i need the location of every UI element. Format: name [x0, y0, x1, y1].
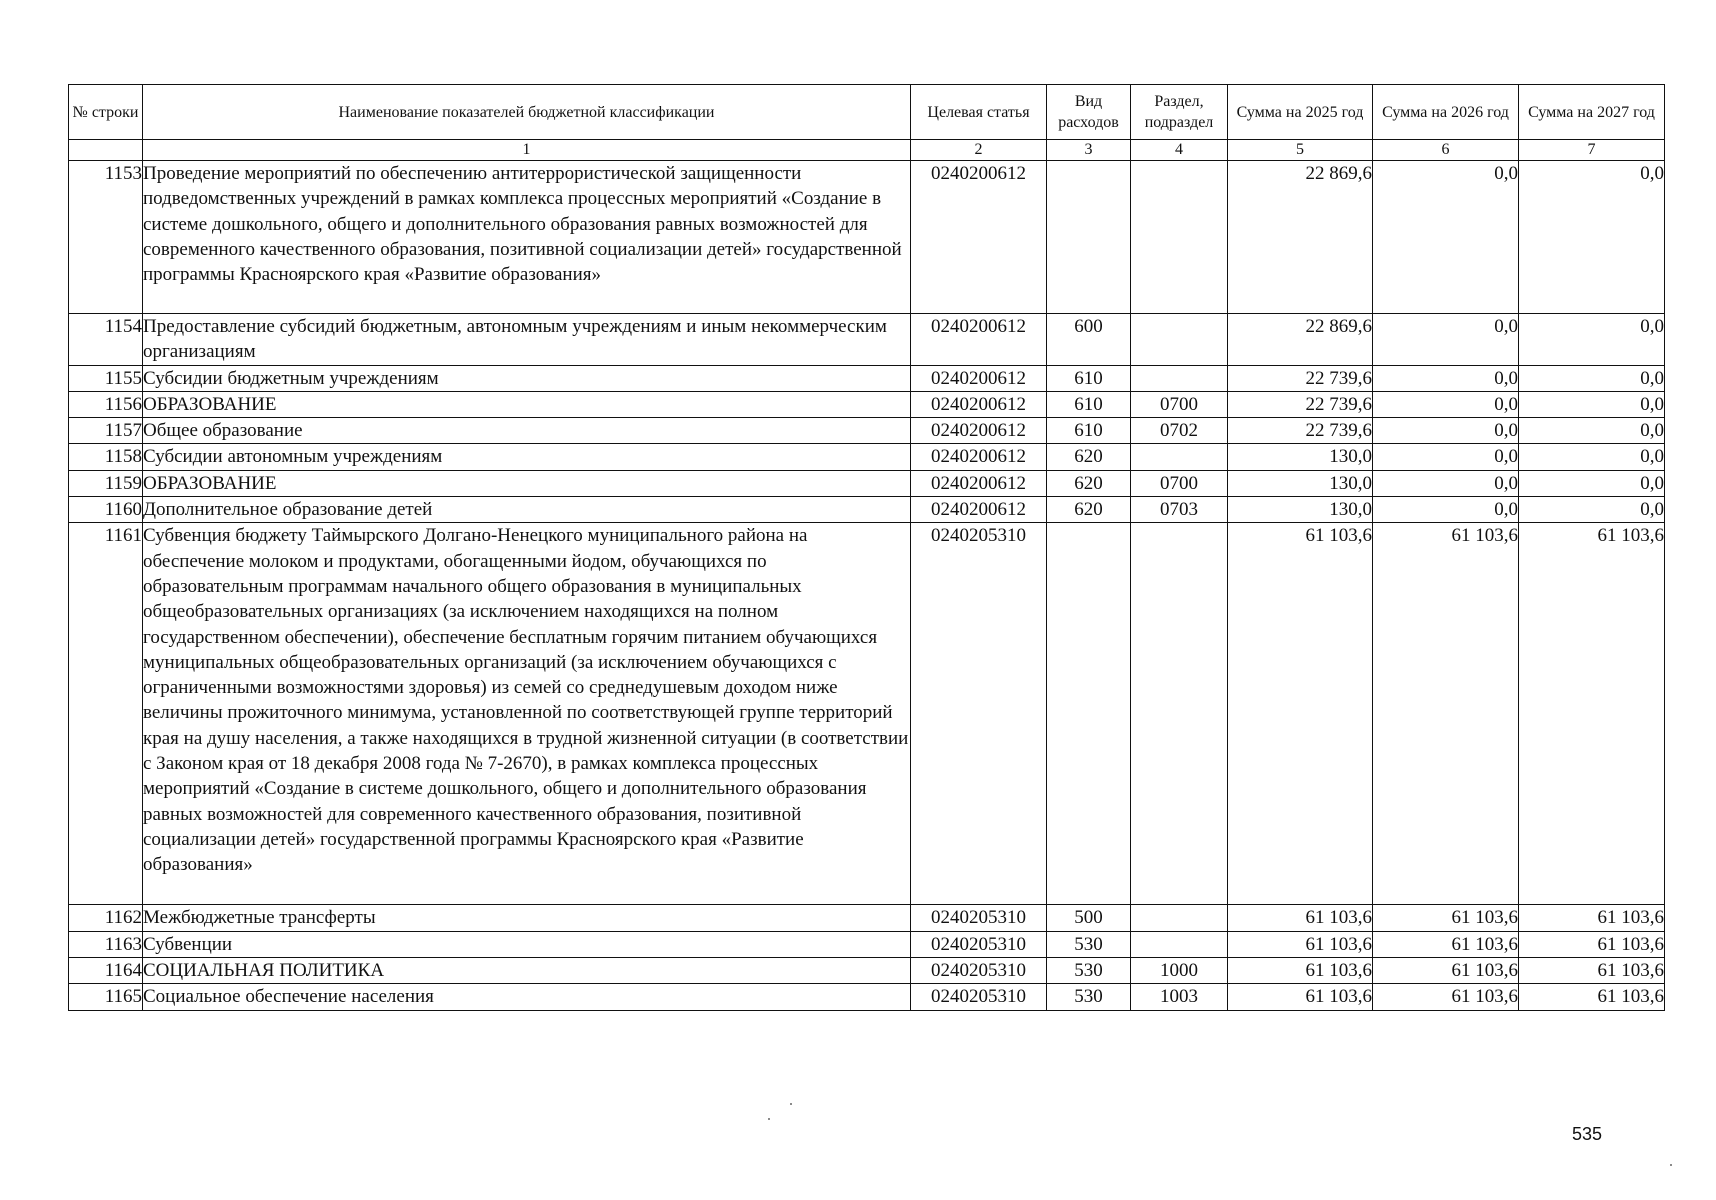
- row-sum-2027: 0,0: [1519, 444, 1665, 470]
- row-sum-2025: 61 103,6: [1228, 931, 1373, 957]
- header-sum-2025: Сумма на 2025 год: [1228, 85, 1373, 140]
- row-sum-2027: 61 103,6: [1519, 957, 1665, 983]
- row-sum-2027: 0,0: [1519, 418, 1665, 444]
- row-name: Субсидии автономным учреждениям: [143, 444, 911, 470]
- row-target: 0240200612: [911, 470, 1047, 496]
- table-row: [69, 314, 1665, 366]
- row-sum-2026: 61 103,6: [1373, 957, 1519, 983]
- row-number: 1160: [69, 497, 143, 523]
- row-sum-2025: 61 103,6: [1228, 905, 1373, 931]
- table-row: [69, 470, 1665, 496]
- row-sum-2026: 0,0: [1373, 314, 1519, 366]
- row-sum-2027: 61 103,6: [1519, 984, 1665, 1010]
- row-section: [1131, 365, 1228, 391]
- row-name: Межбюджетные трансферты: [143, 905, 911, 931]
- header-row: [69, 85, 1665, 140]
- table-row: [69, 418, 1665, 444]
- row-sum-2025: 22 739,6: [1228, 391, 1373, 417]
- row-sum-2027: 0,0: [1519, 470, 1665, 496]
- row-sum-2025: 61 103,6: [1228, 984, 1373, 1010]
- row-expense-type: 620: [1047, 497, 1131, 523]
- table-row: [69, 957, 1665, 983]
- table-row: [69, 391, 1665, 417]
- row-expense-type: 620: [1047, 444, 1131, 470]
- row-number: 1156: [69, 391, 143, 417]
- scan-speck: [1670, 1164, 1672, 1166]
- row-expense-type: [1047, 523, 1131, 905]
- column-number-row: [69, 140, 1665, 161]
- row-sum-2025: 22 739,6: [1228, 365, 1373, 391]
- row-expense-type: 600: [1047, 314, 1131, 366]
- row-sum-2026: 0,0: [1373, 470, 1519, 496]
- row-sum-2027: 61 103,6: [1519, 523, 1665, 905]
- row-number: 1159: [69, 470, 143, 496]
- row-target: 0240200612: [911, 497, 1047, 523]
- row-sum-2026: 61 103,6: [1373, 905, 1519, 931]
- row-sum-2027: 0,0: [1519, 314, 1665, 366]
- row-section: [1131, 523, 1228, 905]
- row-number: 1158: [69, 444, 143, 470]
- column-number: 5: [1228, 140, 1373, 161]
- row-number: 1162: [69, 905, 143, 931]
- row-expense-type: 500: [1047, 905, 1131, 931]
- row-number: 1154: [69, 314, 143, 366]
- row-section: 0702: [1131, 418, 1228, 444]
- header-name: Наименование показателей бюджетной классификации: [143, 85, 911, 140]
- row-expense-type: 620: [1047, 470, 1131, 496]
- row-number: 1157: [69, 418, 143, 444]
- row-sum-2025: 130,0: [1228, 444, 1373, 470]
- header-section: Раздел, подраздел: [1131, 85, 1228, 140]
- row-target: 0240200612: [911, 391, 1047, 417]
- row-sum-2026: 61 103,6: [1373, 931, 1519, 957]
- page-number: 535: [1572, 1124, 1603, 1144]
- row-section: [1131, 161, 1228, 314]
- row-name: Субвенция бюджету Таймырского Долгано-Ненецкого муниципального района на обеспечение молоком и продуктами, обогащенными йодом, обучающихся по образовательным программам начального общего образования в муниципальных общеобразовательных организациях (за исключением находящихся на полном государственном обеспечении), обеспечение бесплатным горячим питанием обучающихся муниципальных общеобразовательных организаций (за исключением обучающихся с ограниченными возможностями здоровья) из семей со среднедушевым доходом ниже величины прожиточного минимума, установленной по соответствующей группе территорий края на душу населения, а также находящихся в трудной жизненной ситуации (в соответствии с Законом края от 18 декабря 2008 года № 7-2670), в рамках комплекса процессных мероприятий «Создание в системе дошкольного, общего и дополнительного образования равных возможностей для современного качественного образования, позитивной социализации детей» государственной программы Красноярского края «Развитие образования»: [143, 523, 911, 905]
- column-number: 6: [1373, 140, 1519, 161]
- table-row: [69, 444, 1665, 470]
- table-row: [69, 931, 1665, 957]
- row-name: Субсидии бюджетным учреждениям: [143, 365, 911, 391]
- table-row: [69, 905, 1665, 931]
- row-expense-type: [1047, 161, 1131, 314]
- table-row: [69, 984, 1665, 1010]
- header-expense-type: Вид расходов: [1047, 85, 1131, 140]
- header-sum-2027: Сумма на 2027 год: [1519, 85, 1665, 140]
- row-target: 0240200612: [911, 418, 1047, 444]
- row-section: [1131, 931, 1228, 957]
- row-sum-2025: 22 739,6: [1228, 418, 1373, 444]
- row-target: 0240200612: [911, 161, 1047, 314]
- scan-speck: [768, 1118, 770, 1120]
- row-sum-2025: 61 103,6: [1228, 957, 1373, 983]
- row-target: 0240205310: [911, 957, 1047, 983]
- row-expense-type: 610: [1047, 391, 1131, 417]
- column-number: 4: [1131, 140, 1228, 161]
- row-sum-2027: 0,0: [1519, 391, 1665, 417]
- row-target: 0240205310: [911, 984, 1047, 1010]
- row-number: 1161: [69, 523, 143, 905]
- row-expense-type: 610: [1047, 418, 1131, 444]
- row-target: 0240200612: [911, 314, 1047, 366]
- row-number: 1164: [69, 957, 143, 983]
- row-sum-2026: 61 103,6: [1373, 984, 1519, 1010]
- row-section: 1003: [1131, 984, 1228, 1010]
- row-name: ОБРАЗОВАНИЕ: [143, 391, 911, 417]
- row-target: 0240205310: [911, 905, 1047, 931]
- row-name: Предоставление субсидий бюджетным, автономным учреждениям и иным некоммерческим организациям: [143, 314, 911, 366]
- row-name: ОБРАЗОВАНИЕ: [143, 470, 911, 496]
- row-sum-2026: 0,0: [1373, 365, 1519, 391]
- row-sum-2025: 130,0: [1228, 470, 1373, 496]
- row-sum-2026: 0,0: [1373, 497, 1519, 523]
- row-name: Общее образование: [143, 418, 911, 444]
- row-section: [1131, 905, 1228, 931]
- column-number-blank: [69, 140, 143, 161]
- row-target: 0240205310: [911, 523, 1047, 905]
- scan-speck: [790, 1103, 792, 1105]
- row-sum-2026: 0,0: [1373, 444, 1519, 470]
- row-sum-2026: 0,0: [1373, 161, 1519, 314]
- table-row: [69, 497, 1665, 523]
- row-sum-2025: 61 103,6: [1228, 523, 1373, 905]
- row-name: Дополнительное образование детей: [143, 497, 911, 523]
- row-sum-2027: 0,0: [1519, 365, 1665, 391]
- row-name: Социальное обеспечение населения: [143, 984, 911, 1010]
- row-section: 0700: [1131, 391, 1228, 417]
- row-expense-type: 530: [1047, 984, 1131, 1010]
- row-name: СОЦИАЛЬНАЯ ПОЛИТИКА: [143, 957, 911, 983]
- row-sum-2026: 61 103,6: [1373, 523, 1519, 905]
- column-number: 2: [911, 140, 1047, 161]
- row-sum-2027: 0,0: [1519, 497, 1665, 523]
- header-row-no: № строки: [69, 85, 143, 140]
- row-section: 1000: [1131, 957, 1228, 983]
- row-sum-2026: 0,0: [1373, 418, 1519, 444]
- row-expense-type: 530: [1047, 931, 1131, 957]
- row-sum-2027: 61 103,6: [1519, 931, 1665, 957]
- row-name: Субвенции: [143, 931, 911, 957]
- row-sum-2027: 61 103,6: [1519, 905, 1665, 931]
- row-section: [1131, 314, 1228, 366]
- column-number: 7: [1519, 140, 1665, 161]
- row-number: 1165: [69, 984, 143, 1010]
- row-sum-2026: 0,0: [1373, 391, 1519, 417]
- row-target: 0240205310: [911, 931, 1047, 957]
- budget-table: [68, 84, 1665, 1011]
- row-sum-2025: 22 869,6: [1228, 314, 1373, 366]
- column-number: 1: [143, 140, 911, 161]
- column-number: 3: [1047, 140, 1131, 161]
- row-number: 1153: [69, 161, 143, 314]
- row-sum-2027: 0,0: [1519, 161, 1665, 314]
- row-section: 0703: [1131, 497, 1228, 523]
- row-name: Проведение мероприятий по обеспечению антитеррористической защищенности подведомственных учреждений в рамках комплекса процессных мероприятий «Создание в системе дошкольного, общего и дополнительного образования равных возможностей для современного качественного образования, позитивной социализации детей» государственной программы Красноярского края «Развитие образования»: [143, 161, 911, 314]
- row-sum-2025: 22 869,6: [1228, 161, 1373, 314]
- table-row: [69, 523, 1665, 905]
- row-target: 0240200612: [911, 444, 1047, 470]
- row-section: [1131, 444, 1228, 470]
- row-number: 1163: [69, 931, 143, 957]
- row-expense-type: 530: [1047, 957, 1131, 983]
- table-row: [69, 161, 1665, 314]
- row-number: 1155: [69, 365, 143, 391]
- header-target: Целевая статья: [911, 85, 1047, 140]
- row-target: 0240200612: [911, 365, 1047, 391]
- row-sum-2025: 130,0: [1228, 497, 1373, 523]
- header-sum-2026: Сумма на 2026 год: [1373, 85, 1519, 140]
- row-expense-type: 610: [1047, 365, 1131, 391]
- row-section: 0700: [1131, 470, 1228, 496]
- table-row: [69, 365, 1665, 391]
